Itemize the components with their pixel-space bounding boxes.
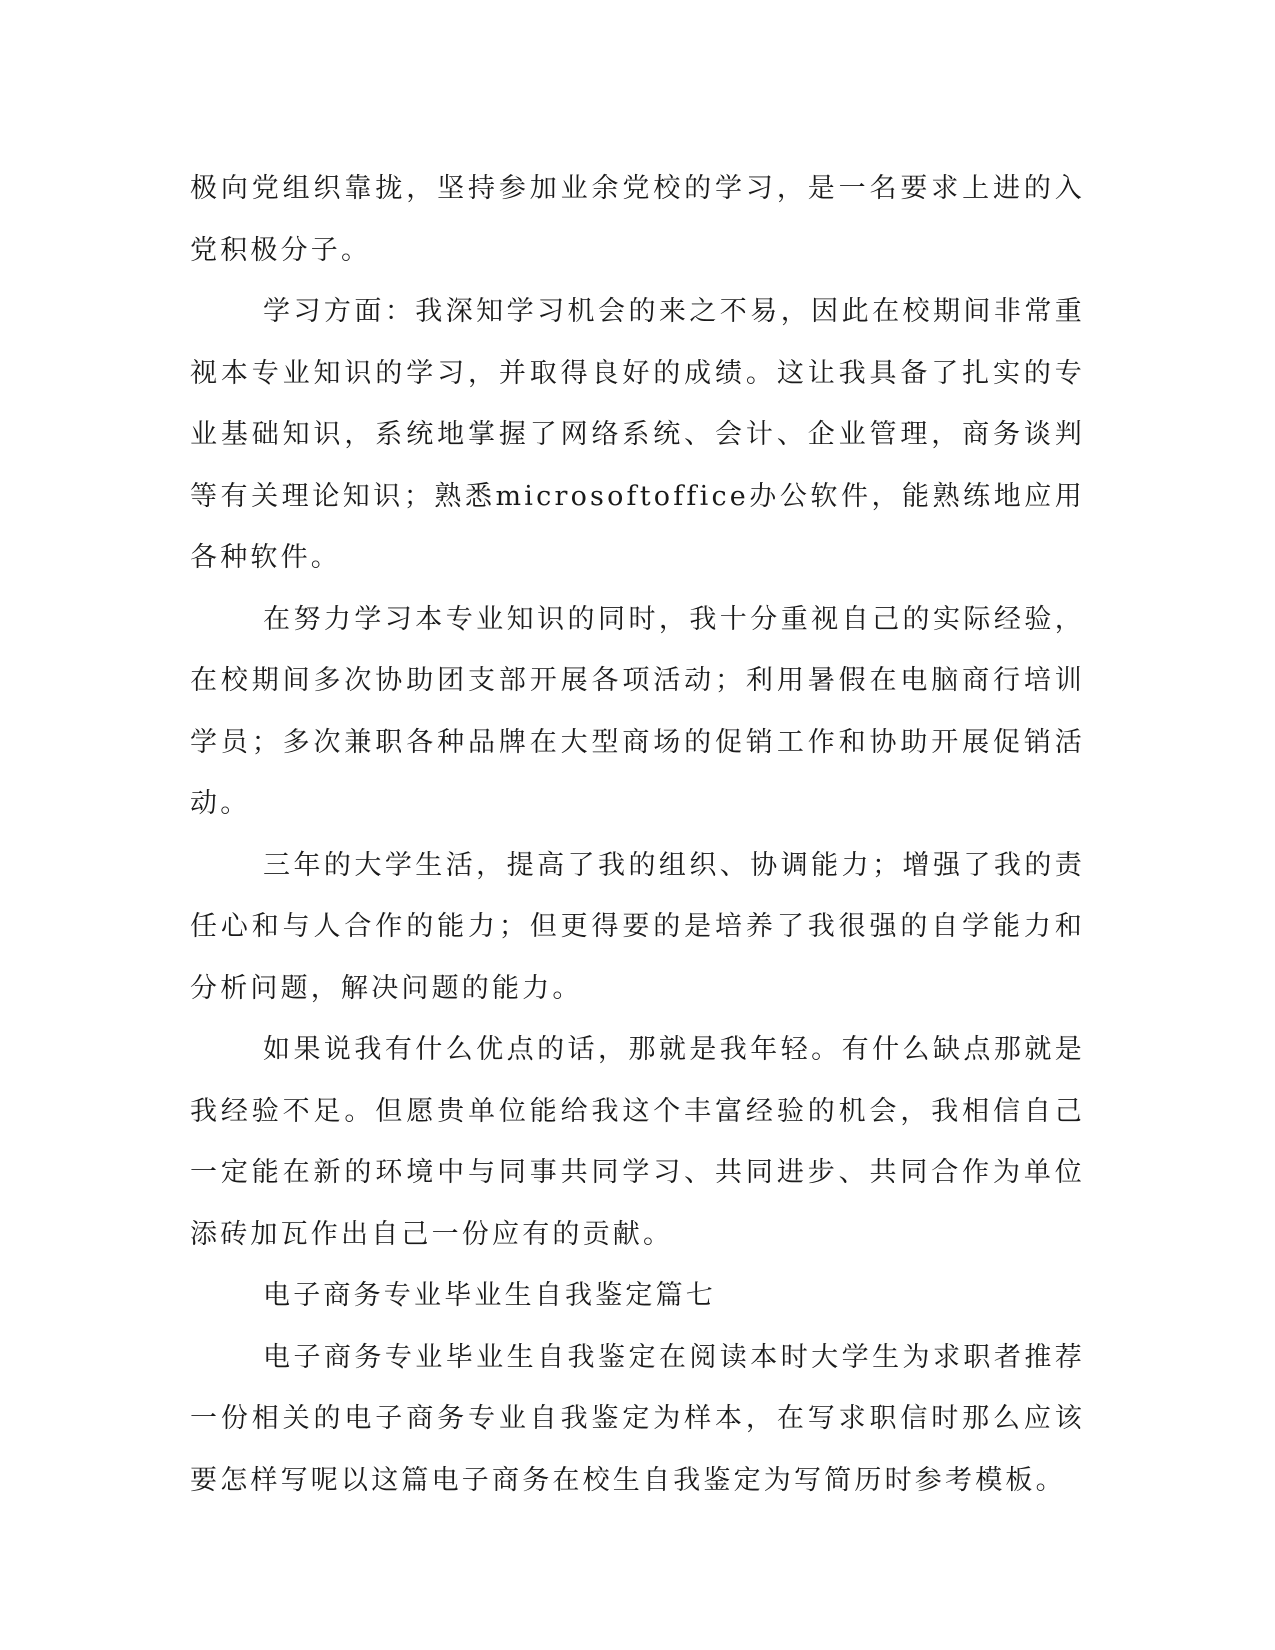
paragraph-5: 如果说我有什么优点的话，那就是我年轻。有什么缺点那就是我经验不足。但愿贵单位能给我这个丰富经验的机会，我相信自己一定能在新的环境中与同事共同学习、共同进步、共同合作为单位添砖加瓦作出自己一份应有的贡献。 xyxy=(190,1034,1085,1250)
paragraph-7: 电子商务专业毕业生自我鉴定在阅读本时大学生为求职者推荐一份相关的电子商务专业自我鉴定为样本，在写求职信时那么应该要怎样写呢以这篇电子商务在校生自我鉴定为写简历时参考模板。 xyxy=(190,1341,1085,1496)
document-body xyxy=(190,158,1085,1511)
paragraph-4: 三年的大学生活，提高了我的组织、协调能力；增强了我的责任心和与人合作的能力；但更得要的是培养了我很强的自学能力和分析问题，解决问题的能力。 xyxy=(190,849,1085,1004)
paragraph-3: 在努力学习本专业知识的同时，我十分重视自己的实际经验，在校期间多次协助团支部开展各项活动；利用暑假在电脑商行培训学员；多次兼职各种品牌在大型商场的促销工作和协助开展促销活动。 xyxy=(190,603,1085,819)
paragraph-2: 学习方面：我深知学习机会的来之不易，因此在校期间非常重视本专业知识的学习，并取得良好的成绩。这让我具备了扎实的专业基础知识，系统地掌握了网络系统、会计、企业管理，商务谈判等有关理论知识；熟悉microsoftoffice办公软件，能熟练地应用各种软件。 xyxy=(190,296,1085,573)
paragraph-1: 极向党组织靠拢，坚持参加业余党校的学习，是一名要求上进的入党积极分子。 xyxy=(190,173,1085,266)
section-heading: 电子商务专业毕业生自我鉴定篇七 xyxy=(263,1280,716,1311)
